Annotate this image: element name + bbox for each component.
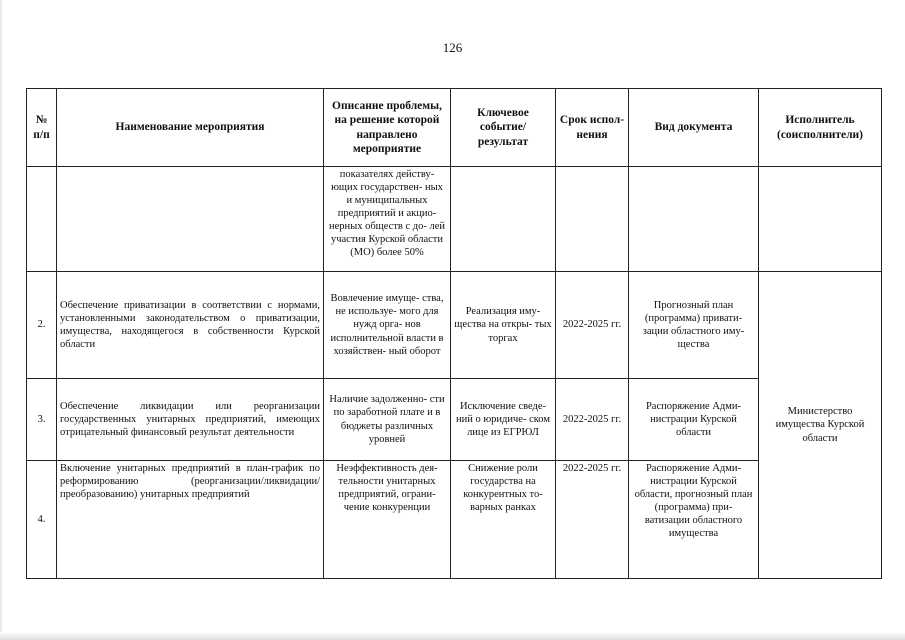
cell-num: 4. [27, 461, 57, 579]
cell-doc: Прогнозный план (программа) привати- зации областного иму- щества [629, 272, 759, 379]
cell-num: 2. [27, 272, 57, 379]
cell-name [57, 167, 324, 272]
cell-num: 3. [27, 379, 57, 461]
header-problem: Описание проблемы, на решение которой направлено мероприятие [324, 89, 451, 167]
cell-executor-merged: Министерство имущества Курской области [759, 272, 882, 579]
cell-doc: Распоряжение Адми- нистрации Курской области, прогнозный план (программа) при- ватизации областного имущества [629, 461, 759, 579]
cell-event: Реализация иму- щества на откры- тых торгах [451, 272, 556, 379]
cell-name: Обеспечение ликвидации или реорганизации государственных унитарных предприятий, имеющих отрицательный финансовый результат деятельности [57, 379, 324, 461]
header-num: № п/п [27, 89, 57, 167]
cell-event [451, 167, 556, 272]
scan-bottom-edge [0, 632, 905, 640]
table-row [27, 379, 882, 461]
cell-term: 2022-2025 гг. [556, 272, 629, 379]
cell-problem: Наличие задолженно- сти по заработной плате и в бюджеты различных уровней [324, 379, 451, 461]
cell-name: Обеспечение приватизации в соответствии с нормами, установленными законодательством о приватизации, имущества, находящегося в собственности Курской области [57, 272, 324, 379]
cell-term: 2022-2025 гг. [556, 379, 629, 461]
header-event: Ключевое событие/ результат [451, 89, 556, 167]
cell-problem: показателях действу- ющих государствен- ных и муниципальных предприятий и акцио- нерных обществ с до- лей участия Курской области (МО) более 50% [324, 167, 451, 272]
cell-name: Включение унитарных предприятий в план-график по реформированию (реорганизации/ликвидации/преобразованию) унитарных предприятий [57, 461, 324, 579]
scan-left-edge [0, 0, 2, 640]
cell-event: Снижение роли государства на конкурентных то- варных ранках [451, 461, 556, 579]
cell-problem: Неэффективность дея- тельности унитарных предприятий, ограни- чение конкуренции [324, 461, 451, 579]
table-row [27, 167, 882, 272]
page-number: 126 [442, 40, 463, 55]
measures-table [26, 88, 882, 579]
table-row [27, 461, 882, 579]
header-term: Срок испол- нения [556, 89, 629, 167]
table-header-row [27, 89, 882, 167]
cell-doc: Распоряжение Адми- нистрации Курской области [629, 379, 759, 461]
cell-num [27, 167, 57, 272]
cell-term [556, 167, 629, 272]
cell-event: Исключение сведе- ний о юридиче- ском лице из ЕГРЮЛ [451, 379, 556, 461]
cell-term: 2022-2025 гг. [556, 461, 629, 579]
header-executor: Исполнитель (соисполнители) [759, 89, 882, 167]
table-row [27, 272, 882, 379]
cell-problem: Вовлечение имуще- ства, не используе- мого для нужд орга- нов исполнительной власти в хозяйствен- ный оборот [324, 272, 451, 379]
header-name: Наименование мероприятия [57, 89, 324, 167]
cell-executor [759, 167, 882, 272]
header-doc: Вид документа [629, 89, 759, 167]
cell-doc [629, 167, 759, 272]
